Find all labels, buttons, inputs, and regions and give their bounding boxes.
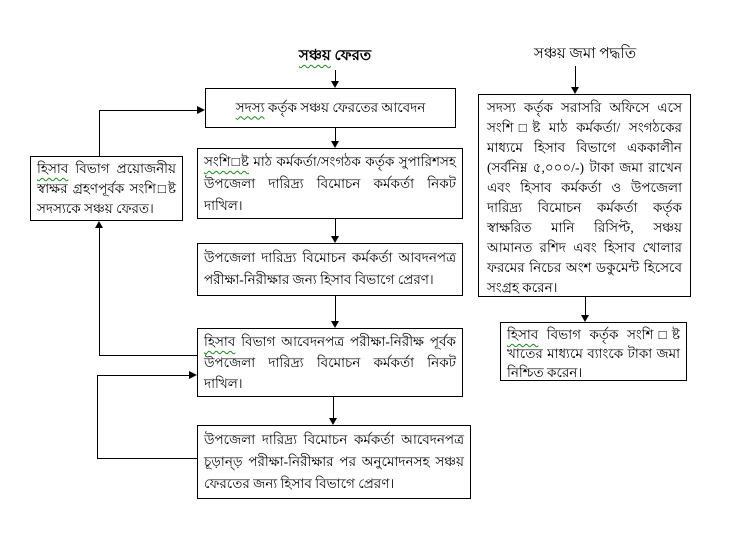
- box-text: মাঠ কর্মকর্তা/সংগঠক কর্তৃক সুপারিশসহ উপজেলা দারিদ্র্য বিমোচন কর্মকর্তা নিকট দাখিল।: [204, 154, 456, 213]
- arrow-down-icon: [331, 81, 339, 88]
- connector-step4-to-step5: [333, 397, 334, 418]
- connector-depositbox-to-bankbox: [585, 297, 586, 315]
- squiggle-word: হিসাব: [204, 334, 236, 349]
- connector-step3-to-step4: [335, 296, 336, 321]
- arrow-down-icon: [331, 321, 339, 328]
- flow-box-send-to-accounts-text: [198, 244, 462, 294]
- flow-box-field-officer-submit: [197, 148, 463, 219]
- arrow-down-icon: [329, 418, 337, 425]
- connector-step2-to-step3: [335, 219, 336, 236]
- box-text: উপজেলা দারিদ্র্য বিমোচন কর্মকর্তা আবদনপত্র পরীক্ষা-নিরীক্ষার জন্য হিসাব বিভাগে প্রেরণ।: [204, 250, 456, 287]
- arrow-down-icon: [571, 87, 579, 94]
- flow-box-accounts-verify-submit-text: [198, 329, 462, 396]
- arrow-right-icon: [197, 106, 205, 114]
- flow-box-send-to-accounts: [197, 243, 463, 296]
- box-text: কর্তৃক সঞ্চয় ফেরতের আবেদন: [264, 99, 426, 115]
- squiggle-word: সংশি□ষ্ট: [204, 154, 249, 169]
- connector-step5-loop-bottom: [97, 458, 197, 459]
- squiggle-word: হিসাব: [37, 161, 69, 176]
- savings-return-title: [235, 44, 435, 69]
- flow-box-bank-deposit-confirm: [500, 322, 687, 381]
- flow-box-bank-deposit-confirm-text: [501, 323, 686, 384]
- connector-returnbox-to-step1-segment: [99, 110, 197, 111]
- connector-step1-to-step2: [335, 128, 336, 141]
- connector-step5-loop-top: [97, 375, 189, 376]
- arrow-down-icon: [331, 141, 339, 148]
- arrow-down-icon: [331, 236, 339, 243]
- connector-deposit-title-to-box: [575, 66, 576, 87]
- arrow-right-icon: [189, 371, 197, 379]
- flow-box-final-approval-send: [197, 425, 471, 499]
- title-word-underlined: সঞ্চয়: [298, 48, 331, 64]
- arrow-down-icon: [581, 315, 589, 322]
- flow-box-member-application-text: [230, 95, 432, 122]
- flow-box-member-application: [205, 88, 456, 128]
- flow-box-savings-returned-text: [31, 157, 182, 221]
- squiggle-word: হিসাব: [507, 327, 539, 342]
- savings-deposit-title: [485, 42, 685, 67]
- connector-step4-feedback-horizontal: [99, 355, 197, 356]
- title-word-rest: ফেরত: [330, 48, 372, 64]
- flow-box-final-approval-send-text: [198, 426, 470, 498]
- flow-box-field-officer-submit-text: [198, 149, 462, 219]
- connector-step5-loop-vertical: [97, 375, 98, 458]
- arrow-up-icon: [95, 221, 103, 228]
- box-text: বিভাগ কর্তৃক সংশি□ষ্ট খাতের মাধ্যমে ব্যাংকে টাকা জমা নিশ্চিত করেন।: [507, 327, 680, 380]
- connector-title-to-step1: [335, 70, 336, 81]
- connector-step4-feedback-vertical: [99, 228, 100, 355]
- flow-box-savings-returned: [30, 156, 183, 221]
- box-text: সদস্য কর্তৃক সরাসরি অফিসে এসে সংশি□ষ্ট মাঠ কর্মকর্তা/ সংগঠকের মাধ্যমে হিসাব বিভাগে এককালীন (সর্বনিম্ন ৫,০০০/-) টাকা জমা রাখেন এবং হিসাব কর্মকর্তা ও উপজেলা দারিদ্র্য বিমোচন কর্মকর্তা কর্তৃক স্বাক্ষরিত মানি রিসিপ্ট, সঞ্চয় আমানত রশিদ এবং হিসাব খোলার ফরমের নিচের অংশ ডকুমেন্ট হিসেবে সংগ্রহ করেন।: [487, 100, 682, 295]
- box-text: বিভাগ আবেদনপত্র পরীক্ষা-নিরীক্ষ পূর্বক উপজেলা দারিদ্র্য বিমোচন কর্মকর্তা নিকট দাখিল।: [204, 334, 456, 391]
- deposit-title-text: সঞ্চয় জমা পদ্ধতি: [533, 46, 637, 62]
- box-text: বিভাগ প্রয়োজনীয় স্বাক্ষর গ্রহণপূর্বক সংশি□ষ্ট সদস্যকে সঞ্চয় ফেরত।: [37, 161, 176, 216]
- flow-box-deposit-procedure: [478, 94, 691, 297]
- squiggle-word: সদস্য: [235, 99, 265, 115]
- flow-box-accounts-verify-submit: [197, 328, 463, 397]
- box-text: উপজেলা দারিদ্র্য বিমোচন কর্মকর্তা আবেদনপত্র চূড়ান্ড় পরীক্ষা-নিরীক্ষার পর অনুমোদনসহ সঞ্চয় ফেরতের জন্য হিসাব বিভাগে প্রেরণ।: [204, 432, 464, 491]
- flow-box-deposit-procedure-text: [479, 95, 690, 301]
- connector-returnbox-up-segment: [99, 110, 100, 156]
